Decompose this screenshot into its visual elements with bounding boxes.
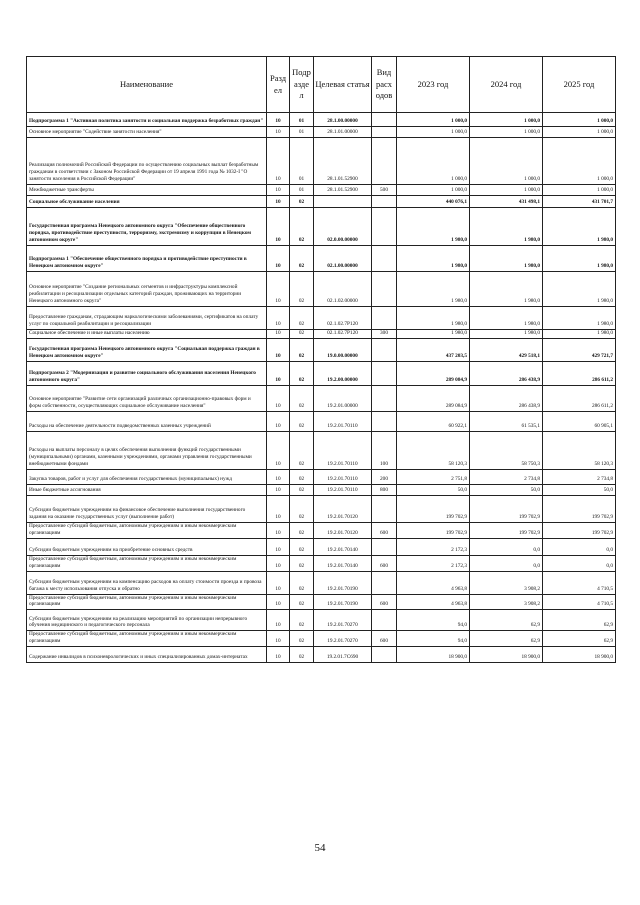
row-section: 10 [267,555,290,571]
row-expense-type: 600 [372,523,397,539]
row-expense-type [372,610,397,631]
row-section: 10 [267,196,290,208]
row-2024: 3 908,2 [470,594,543,610]
table-row [27,555,616,571]
header-2024: 2024 год [470,57,543,113]
row-subsection: 02 [290,432,314,470]
row-2025: 429 721,7 [543,339,616,362]
row-subsection: 02 [290,555,314,571]
row-2023: 1 980,0 [397,307,470,330]
row-2025: 1 000,0 [543,138,616,185]
row-subsection: 02 [290,412,314,432]
table-row [27,246,616,272]
row-name: Субсидии бюджетным учреждениям на финансовое обеспечение выполнения государственного задания на оказание государственных услуг (выполнение работ) [27,496,267,523]
row-2024: 2 734,8 [470,470,543,485]
table-row [27,470,616,485]
row-section: 10 [267,339,290,362]
row-section: 10 [267,631,290,647]
row-subsection: 02 [290,246,314,272]
row-2024: 1 000,0 [470,185,543,196]
row-target: 19.2.01.70190 [314,594,372,610]
row-target: 19.2.01.70140 [314,555,372,571]
row-2023: 2 751,8 [397,470,470,485]
row-target: 02.1.02.7Р120 [314,307,372,330]
row-2025: 1 980,0 [543,272,616,307]
row-name: Субсидии бюджетным учреждениям на приобретение основных средств [27,538,267,555]
table-row [27,485,616,496]
row-name: Основное мероприятие "Создание региональных сегментов и инфраструктуры комплексной реабилитации и ресоциализации отдельных категорий граждан, проживающих на территории Ненецкого автономного округа" [27,272,267,307]
row-subsection: 02 [290,362,314,386]
row-subsection: 02 [290,496,314,523]
table-header-row [27,57,616,113]
table-row [27,496,616,523]
row-2023: 4 963,8 [397,594,470,610]
row-expense-type: 600 [372,631,397,647]
row-section: 10 [267,362,290,386]
table-row [27,185,616,196]
row-subsection: 02 [290,339,314,362]
row-subsection: 01 [290,138,314,185]
row-subsection: 02 [290,523,314,539]
row-target: 28.1.01.52900 [314,185,372,196]
row-2024: 1 980,0 [470,330,543,339]
row-name: Субсидии бюджетным учреждениям на компенсацию расходов на оплату стоимости проезда и провоза багажа к месту использования отпуска и обратно [27,571,267,594]
table-row [27,523,616,539]
row-2025: 1 000,0 [543,127,616,138]
row-expense-type [372,127,397,138]
row-2023: 2 172,3 [397,555,470,571]
row-target: 19.2.01.7С690 [314,647,372,663]
row-expense-type [372,272,397,307]
row-target: 02.0.00.00000 [314,208,372,246]
row-2025: 1 980,0 [543,246,616,272]
row-2023: 94,0 [397,610,470,631]
row-2023: 1 000,0 [397,138,470,185]
row-target: 19.0.00.00000 [314,339,372,362]
header-2023: 2023 год [397,57,470,113]
table-row [27,594,616,610]
row-expense-type [372,113,397,127]
row-subsection: 02 [290,538,314,555]
row-2024: 58 750,3 [470,432,543,470]
row-expense-type: 100 [372,432,397,470]
row-subsection: 02 [290,485,314,496]
row-2024: 286 438,9 [470,386,543,412]
row-2023: 4 963,8 [397,571,470,594]
row-target: 02.1.02.7Р120 [314,330,372,339]
row-target: 19.2.01.70120 [314,523,372,539]
row-expense-type: 300 [372,330,397,339]
row-name: Закупка товаров, работ и услуг для обеспечения государственных (муниципальных) нужд [27,470,267,485]
row-target [314,196,372,208]
row-name: Предоставление субсидий бюджетным, автономным учреждениям и иным некоммерческим организациям [27,523,267,539]
header-subsection: Подр азде л [290,57,314,113]
table-row [27,362,616,386]
row-section: 10 [267,523,290,539]
row-name: Подпрограмма 2 "Модернизация и развитие социального обслуживания населения Ненецкого автономного округа" [27,362,267,386]
table-body [27,113,616,663]
row-2023: 58 120,3 [397,432,470,470]
row-target: 19.2.01.70120 [314,496,372,523]
row-subsection: 02 [290,647,314,663]
row-name: Иные бюджетные ассигнования [27,485,267,496]
row-section: 10 [267,571,290,594]
row-expense-type [372,138,397,185]
row-2024: 18 900,0 [470,647,543,663]
row-2024: 61 535,1 [470,412,543,432]
row-expense-type [372,538,397,555]
row-2023: 437 203,5 [397,339,470,362]
row-2023: 289 084,9 [397,386,470,412]
table-row [27,208,616,246]
row-2024: 0,0 [470,555,543,571]
row-expense-type [372,496,397,523]
row-target: 19.2.01.70110 [314,432,372,470]
row-target: 28.1.01.52900 [314,138,372,185]
row-expense-type [372,571,397,594]
row-2025: 4 710,5 [543,594,616,610]
row-2023: 289 084,9 [397,362,470,386]
row-target: 02.1.00.00000 [314,246,372,272]
row-2025: 4 710,5 [543,571,616,594]
row-2023: 50,0 [397,485,470,496]
row-2025: 62,9 [543,631,616,647]
table-row [27,631,616,647]
row-name: Подпрограмма 1 "Обеспечение общественного порядка и противодействие преступности в Ненецком автономном округе" [27,246,267,272]
row-section: 10 [267,127,290,138]
row-name: Реализация полномочий Российской Федерации по осуществлению социальных выплат безработным гражданам в соответствии с Законом Российской Федерации от 19 апреля 1991 года № 1032-I "О занятости населения в Российской Федерации" [27,138,267,185]
row-2025: 199 702,9 [543,523,616,539]
row-subsection: 02 [290,610,314,631]
header-section: Разд ел [267,57,290,113]
row-subsection: 02 [290,386,314,412]
row-expense-type: 200 [372,470,397,485]
row-2023: 440 076,1 [397,196,470,208]
row-section: 10 [267,246,290,272]
row-2025: 50,0 [543,485,616,496]
table-row [27,386,616,412]
row-2025: 1 980,0 [543,307,616,330]
row-target: 19.2.01.70140 [314,538,372,555]
row-2025: 0,0 [543,555,616,571]
row-subsection: 02 [290,594,314,610]
row-expense-type [372,412,397,432]
row-2023: 94,0 [397,631,470,647]
row-expense-type: 800 [372,485,397,496]
table-row [27,571,616,594]
row-name: Расходы на обеспечение деятельности подведомственных казенных учреждений [27,412,267,432]
row-2025: 1 000,0 [543,185,616,196]
row-2025: 58 120,3 [543,432,616,470]
row-2025: 1 980,0 [543,208,616,246]
table-row [27,196,616,208]
page-number: 54 [314,842,326,854]
row-2023: 1 000,0 [397,113,470,127]
row-expense-type [372,386,397,412]
row-subsection: 01 [290,127,314,138]
row-subsection: 01 [290,185,314,196]
row-2023: 18 900,0 [397,647,470,663]
row-section: 10 [267,610,290,631]
row-section: 10 [267,470,290,485]
row-name: Предоставление субсидий бюджетным, автономным учреждениям и иным некоммерческим организациям [27,594,267,610]
row-target: 19.2.01.70110 [314,485,372,496]
row-section: 10 [267,185,290,196]
row-2023: 1 000,0 [397,127,470,138]
header-name: Наименование [27,57,267,113]
row-subsection: 02 [290,272,314,307]
row-target: 19.2.01.70110 [314,470,372,485]
table-row [27,272,616,307]
row-2025: 18 900,0 [543,647,616,663]
row-2024: 199 702,9 [470,523,543,539]
row-2024: 429 518,1 [470,339,543,362]
row-expense-type [372,246,397,272]
row-expense-type [372,196,397,208]
table-row [27,339,616,362]
row-section: 10 [267,272,290,307]
row-expense-type: 500 [372,185,397,196]
row-target: 19.2.01.70270 [314,610,372,631]
row-2024: 62,9 [470,610,543,631]
row-2024: 1 980,0 [470,208,543,246]
row-section: 10 [267,432,290,470]
table-row [27,138,616,185]
row-2023: 60 922,1 [397,412,470,432]
row-2024: 1 980,0 [470,246,543,272]
row-2024: 1 000,0 [470,127,543,138]
row-2024: 3 908,2 [470,571,543,594]
row-section: 10 [267,386,290,412]
row-expense-type: 600 [372,555,397,571]
row-section: 10 [267,330,290,339]
row-2025: 1 980,0 [543,330,616,339]
table-row [27,307,616,330]
row-expense-type [372,362,397,386]
row-expense-type [372,208,397,246]
row-name: Предоставление гражданам, страдающим наркологическими заболеваниями, сертификатов на оплату услуг по социальной реабилитации и ресоциализации [27,307,267,330]
row-target: 19.2.01.00000 [314,386,372,412]
row-2023: 2 172,3 [397,538,470,555]
row-2024: 50,0 [470,485,543,496]
table-row [27,538,616,555]
row-expense-type: 600 [372,594,397,610]
header-target: Целевая статья [314,57,372,113]
row-2023: 1 980,0 [397,272,470,307]
row-2025: 0,0 [543,538,616,555]
header-2025: 2025 год [543,57,616,113]
row-name: Предоставление субсидий бюджетным, автономным учреждениям и иным некоммерческим организациям [27,555,267,571]
row-name: Социальное обеспечение и иные выплаты населению [27,330,267,339]
row-2025: 431 701,7 [543,196,616,208]
row-2025: 2 734,8 [543,470,616,485]
row-section: 10 [267,594,290,610]
row-name: Социальное обслуживание населения [27,196,267,208]
row-2024: 1 980,0 [470,272,543,307]
row-name: Предоставление субсидий бюджетным, автономным учреждениям и иным некоммерческим организациям [27,631,267,647]
row-2024: 1 000,0 [470,138,543,185]
row-2024: 286 438,9 [470,362,543,386]
table-row [27,412,616,432]
row-target: 28.1.01.00000 [314,127,372,138]
row-target: 19.2.01.70270 [314,631,372,647]
table-row [27,432,616,470]
row-2024: 1 980,0 [470,307,543,330]
table-row [27,330,616,339]
row-name: Основное мероприятие "Развитие сети организаций различных организационно-правовых форм и форм собственности, осуществляющих социальное обслуживание населения" [27,386,267,412]
table-row [27,647,616,663]
row-target: 19.2.00.00000 [314,362,372,386]
row-subsection: 02 [290,631,314,647]
row-2025: 1 000,0 [543,113,616,127]
row-name: Субсидии бюджетным учреждениям на реализацию мероприятий по организации непрерывного обучения медицинского и педагогического персонала [27,610,267,631]
row-subsection: 02 [290,470,314,485]
row-2024: 199 702,9 [470,496,543,523]
table-row [27,127,616,138]
row-2025: 286 611,2 [543,362,616,386]
table-row [27,610,616,631]
row-2024: 62,9 [470,631,543,647]
row-subsection: 01 [290,113,314,127]
row-section: 10 [267,496,290,523]
row-target: 19.2.01.70110 [314,412,372,432]
row-subsection: 02 [290,307,314,330]
row-2023: 1 980,0 [397,246,470,272]
row-name: Подпрограмма 1 "Активная политика занятости и социальная поддержка безработных граждан" [27,113,267,127]
row-target: 28.1.00.00000 [314,113,372,127]
row-section: 10 [267,138,290,185]
row-2025: 286 611,2 [543,386,616,412]
table-row [27,113,616,127]
row-2023: 199 702,9 [397,496,470,523]
row-section: 10 [267,647,290,663]
header-expense-type: Вид расх одов [372,57,397,113]
row-2023: 1 000,0 [397,185,470,196]
row-name: Межбюджетные трансферты [27,185,267,196]
row-section: 10 [267,485,290,496]
row-section: 10 [267,113,290,127]
row-section: 10 [267,307,290,330]
row-2023: 199 702,9 [397,523,470,539]
row-section: 10 [267,538,290,555]
row-section: 10 [267,412,290,432]
row-2025: 199 702,9 [543,496,616,523]
row-name: Содержание инвалидов в психоневрологических и иных специализированных домах-интернатах [27,647,267,663]
row-2024: 1 000,0 [470,113,543,127]
row-subsection: 02 [290,571,314,594]
row-target: 19.2.01.70190 [314,571,372,594]
row-name: Государственная программа Ненецкого автономного округа "Обеспечение общественного порядка, противодействие преступности, терроризму, экстремизму и коррупции в Ненецком автономном округе" [27,208,267,246]
row-2023: 1 980,0 [397,330,470,339]
budget-table [26,56,616,663]
row-subsection: 02 [290,196,314,208]
row-expense-type [372,307,397,330]
row-subsection: 02 [290,208,314,246]
row-2023: 1 980,0 [397,208,470,246]
row-expense-type [372,339,397,362]
row-expense-type [372,647,397,663]
row-2025: 62,9 [543,610,616,631]
row-subsection: 02 [290,330,314,339]
row-2024: 0,0 [470,538,543,555]
row-2024: 431 498,1 [470,196,543,208]
row-name: Государственная программа Ненецкого автономного округа "Социальная поддержка граждан в Ненецком автономном округе" [27,339,267,362]
row-2025: 60 905,1 [543,412,616,432]
row-target: 02.1.02.00000 [314,272,372,307]
row-section: 10 [267,208,290,246]
row-name: Основное мероприятие "Содействие занятости населения" [27,127,267,138]
row-name: Расходы на выплаты персоналу в целях обеспечения выполнения функций государственными (муниципальными) органами, казенными учреждениями, органами управления государственными внебюджетными фондами [27,432,267,470]
